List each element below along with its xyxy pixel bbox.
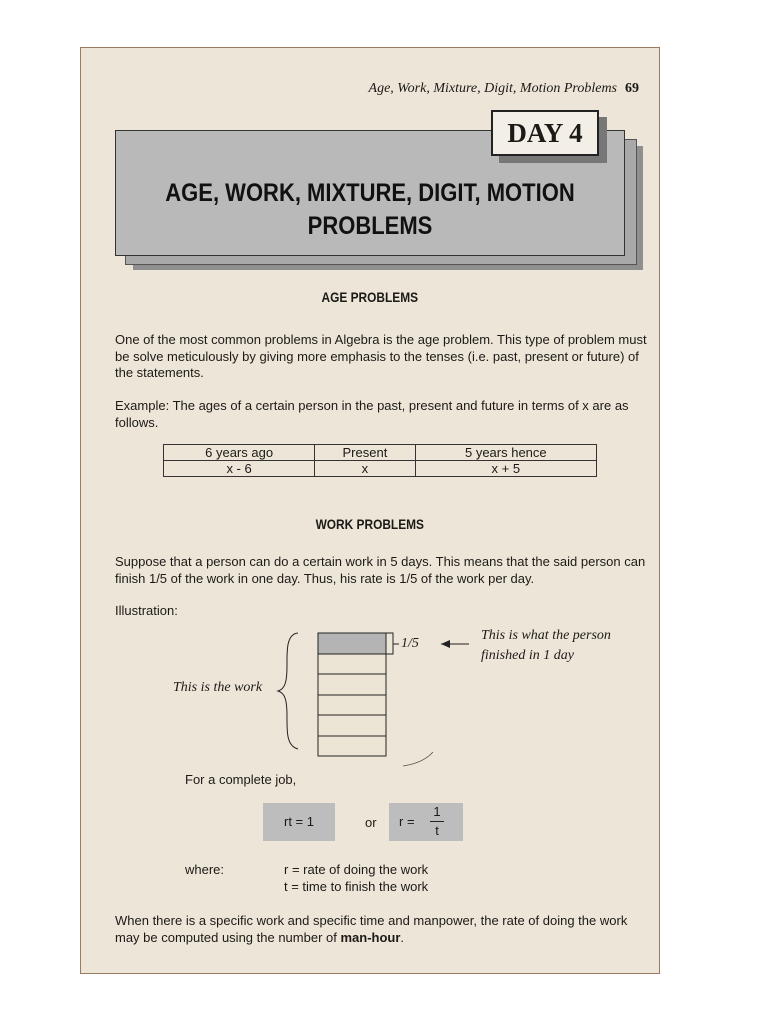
finished-note-line-1: This is what the person bbox=[481, 628, 611, 643]
man-hour-term: man-hour bbox=[340, 929, 401, 945]
textbook-page bbox=[80, 47, 660, 974]
work-segment-3 bbox=[318, 674, 386, 695]
chapter-title-line-2: PROBLEMS bbox=[307, 212, 433, 240]
formula-r-box bbox=[389, 803, 463, 841]
running-title: Age, Work, Mixture, Digit, Motion Problems bbox=[368, 81, 617, 96]
formula-r-lhs: r = bbox=[399, 814, 415, 829]
definition-rate: r = rate of doing the work bbox=[284, 862, 429, 877]
work-segment-6 bbox=[318, 736, 386, 756]
pointer-arrow-head bbox=[441, 640, 450, 648]
fraction-label: 1/5 bbox=[401, 636, 419, 651]
work-brace bbox=[278, 633, 298, 749]
work-segment-4 bbox=[318, 695, 386, 715]
ages-value-future: x + 5 bbox=[415, 461, 596, 477]
work-segment-5 bbox=[318, 715, 386, 736]
work-segment-2 bbox=[318, 654, 386, 674]
work-intro-paragraph: Suppose that a person can do a certain work in 5 days. This means that the said person can finish 1/5 of the work in one day. Thus, his rate is 1/5 of the work per day. bbox=[115, 554, 646, 586]
formula-r-denominator: t bbox=[435, 823, 439, 838]
ages-col-present: Present bbox=[315, 445, 415, 461]
where-label: where: bbox=[185, 862, 225, 877]
formula-rt: rt = 1 bbox=[284, 814, 314, 829]
ages-value-present: x bbox=[315, 461, 415, 477]
formula-rt-box bbox=[263, 803, 335, 841]
complete-job-label: For a complete job, bbox=[185, 772, 297, 787]
finished-segment bbox=[318, 633, 386, 654]
age-problems-heading-text: AGE PROBLEMS bbox=[321, 289, 419, 305]
finished-note-line-2: finished in 1 day bbox=[481, 648, 574, 663]
day-label: DAY 4 bbox=[491, 110, 599, 156]
formula-r-fraction-bar bbox=[430, 821, 444, 822]
finished-note bbox=[481, 626, 611, 666]
chapter-title-line-1: AGE, WORK, MIXTURE, DIGIT, MOTION bbox=[165, 179, 575, 207]
closing-text: When there is a specific work and specific time and manpower, the rate of doing the work may be computed using the number of bbox=[115, 913, 628, 945]
page-number: 69 bbox=[625, 81, 639, 96]
ages-col-past: 6 years ago bbox=[164, 445, 315, 461]
pencil-mark bbox=[403, 752, 433, 766]
illustration-label: Illustration: bbox=[115, 603, 178, 618]
closing-period: . bbox=[400, 929, 405, 945]
age-example-paragraph: Example: The ages of a certain person in the past, present and future in terms of x are as follows. bbox=[115, 398, 629, 430]
closing-paragraph bbox=[115, 913, 651, 946]
formula-r-numerator: 1 bbox=[433, 804, 441, 819]
definition-time: t = time to finish the work bbox=[284, 879, 429, 894]
work-diagram bbox=[81, 48, 660, 974]
work-problems-heading-text: WORK PROBLEMS bbox=[315, 516, 425, 532]
ages-col-future: 5 years hence bbox=[415, 445, 596, 461]
fraction-bracket bbox=[386, 633, 393, 654]
work-label: This is the work bbox=[173, 680, 263, 695]
or-label: or bbox=[365, 815, 377, 830]
age-intro-paragraph: One of the most common problems in Algebra is the age problem. This type of problem must be solve meticulously by giving more emphasis to the tenses (i.e. past, present or future) of the statements. bbox=[115, 332, 647, 380]
ages-value-past: x - 6 bbox=[164, 461, 315, 477]
